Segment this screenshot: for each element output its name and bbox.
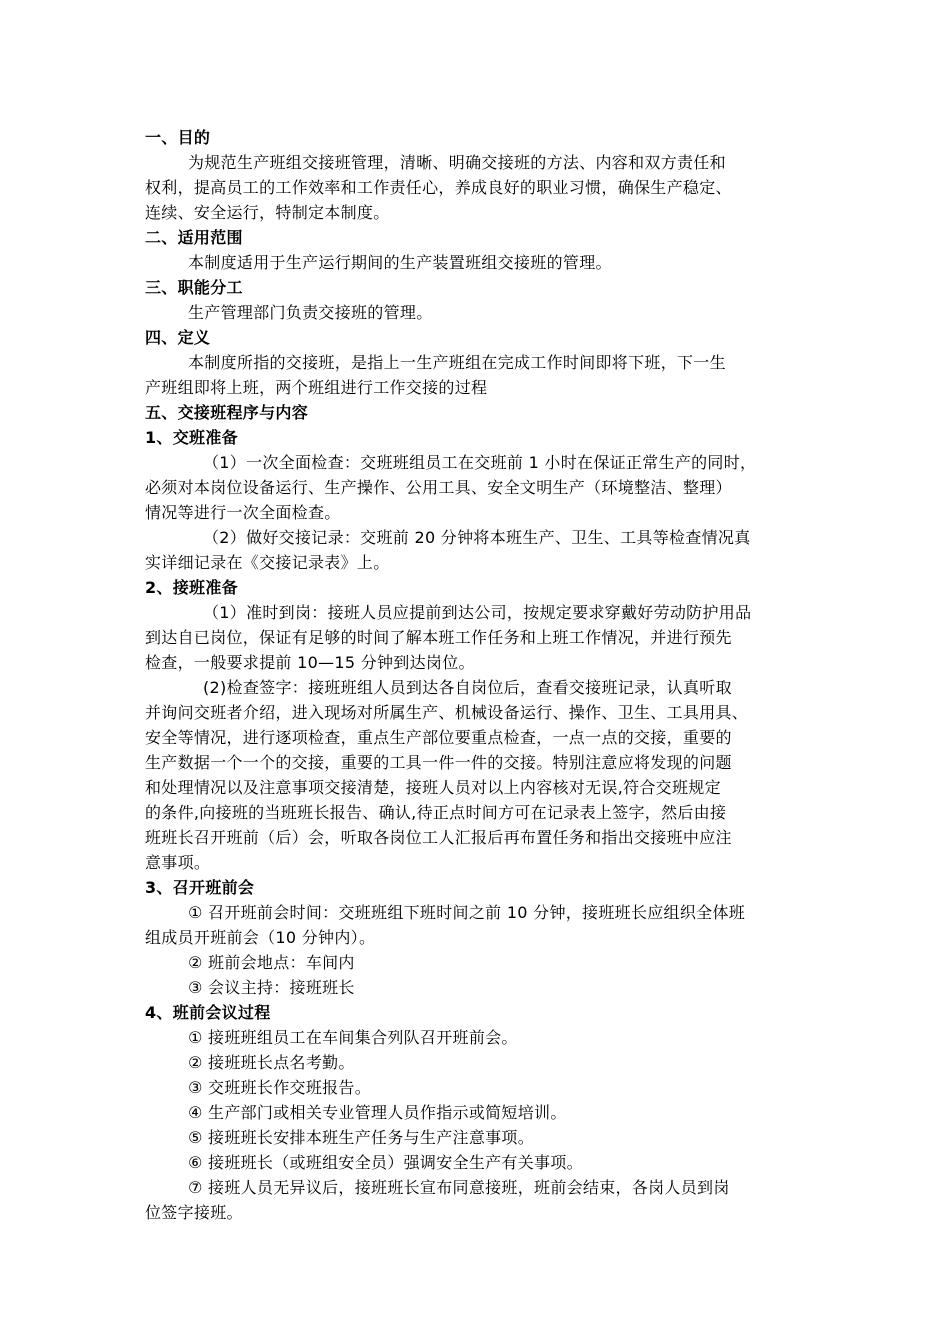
- paragraph-line: 班班长召开班前（后）会，听取各岗位工人汇报后再布置任务和指出交接班中应注: [145, 828, 732, 847]
- paragraph-line: 检查，一般要求提前 10—15 分钟到达岗位。: [145, 653, 475, 672]
- list-item: ④ 生产部门或相关专业管理人员作指示或简短培训。: [188, 1103, 567, 1122]
- list-item: ② 班前会地点：车间内: [188, 953, 355, 972]
- paragraph-line: 并询问交班者介绍，进入现场对所属生产、机械设备运行、操作、卫生、工具用具、: [145, 703, 749, 722]
- list-item: ③ 交班班长作交班报告。: [188, 1078, 372, 1097]
- section-heading-scope: 二、适用范围: [145, 228, 243, 247]
- paragraph-line: 和处理情况以及注意事项交接清楚，接班人员对以上内容核对无误,符合交班规定: [145, 778, 721, 797]
- paragraph-line: 本制度所指的交接班，是指上一生产班组在完成工作时间即将下班，下一生: [188, 353, 726, 372]
- paragraph-line: 安全等情况，进行逐项检查，重点生产部位要重点检查，一点一点的交接，重要的: [145, 728, 732, 747]
- paragraph-line: 位签字接班。: [145, 1203, 243, 1222]
- list-item: ② 接班班长点名考勤。: [188, 1053, 355, 1072]
- paragraph-line: 必须对本岗位设备运行、生产操作、公用工具、安全文明生产（环境整洁、整理）: [145, 478, 732, 497]
- paragraph-line: 实详细记录在《交接记录表》上。: [145, 553, 390, 572]
- subsection-heading-handover-prep: 1、交班准备: [145, 428, 238, 447]
- paragraph-line: 情况等进行一次全面检查。: [145, 503, 341, 522]
- section-heading-definition: 四、定义: [145, 328, 211, 347]
- list-item: ⑥ 接班班长（或班组安全员）强调安全生产有关事项。: [188, 1153, 583, 1172]
- subsection-heading-meeting-process: 4、班前会议过程: [145, 1003, 271, 1022]
- paragraph-line: 权利，提高员工的工作效率和工作责任心，养成良好的职业习惯，确保生产稳定、: [145, 178, 732, 197]
- subsection-heading-takeover-prep: 2、接班准备: [145, 578, 238, 597]
- subsection-heading-pre-shift-meeting: 3、召开班前会: [145, 878, 255, 897]
- list-item: ① 召开班前会时间：交班班组下班时间之前 10 分钟，接班班长应组织全体班: [188, 903, 746, 922]
- paragraph-line: 连续、安全运行，特制定本制度。: [145, 203, 390, 222]
- paragraph-line: 组成员开班前会（10 分钟内）。: [145, 928, 376, 947]
- paragraph-line: 本制度适用于生产运行期间的生产装置班组交接班的管理。: [188, 253, 612, 272]
- paragraph-line: (2)检查签字：接班班组人员到达各自岗位后，查看交接班记录，认真听取: [203, 678, 732, 697]
- paragraph-line: 到达自已岗位，保证有足够的时间了解本班工作任务和上班工作情况，并进行预先: [145, 628, 732, 647]
- list-item: ③ 会议主持：接班班长: [188, 978, 355, 997]
- list-item: ⑤ 接班班长安排本班生产任务与生产注意事项。: [188, 1128, 535, 1147]
- section-heading-responsibilities: 三、职能分工: [145, 278, 243, 297]
- paragraph-line: 的条件,向接班的当班班长报告、确认,待正点时间方可在记录表上签字，然后由接: [145, 803, 727, 822]
- paragraph-line: 意事项。: [145, 853, 211, 872]
- section-heading-procedure: 五、交接班程序与内容: [145, 403, 309, 422]
- paragraph-line: 生产数据一个一个的交接，重要的工具一件一件的交接。特别注意应将发现的问题: [145, 753, 732, 772]
- paragraph-line: 生产管理部门负责交接班的管理。: [188, 303, 433, 322]
- paragraph-line: （2）做好交接记录：交班前 20 分钟将本班生产、卫生、工具等检查情况真: [203, 528, 751, 547]
- paragraph-line: （1）一次全面检查：交班班组员工在交班前 1 小时在保证正常生产的同时，: [203, 453, 757, 472]
- list-item: ⑦ 接班人员无异议后，接班班长宣布同意接班，班前会结束，各岗人员到岗: [188, 1178, 730, 1197]
- paragraph-line: （1）准时到岗：接班人员应提前到达公司，按规定要求穿戴好劳动防护用品: [203, 603, 752, 622]
- section-heading-purpose: 一、目的: [145, 128, 211, 147]
- paragraph-line: 为规范生产班组交接班管理，清晰、明确交接班的方法、内容和双方责任和: [188, 153, 726, 172]
- list-item: ① 接班班组员工在车间集合列队召开班前会。: [188, 1028, 518, 1047]
- paragraph-line: 产班组即将上班，两个班组进行工作交接的过程: [145, 378, 488, 397]
